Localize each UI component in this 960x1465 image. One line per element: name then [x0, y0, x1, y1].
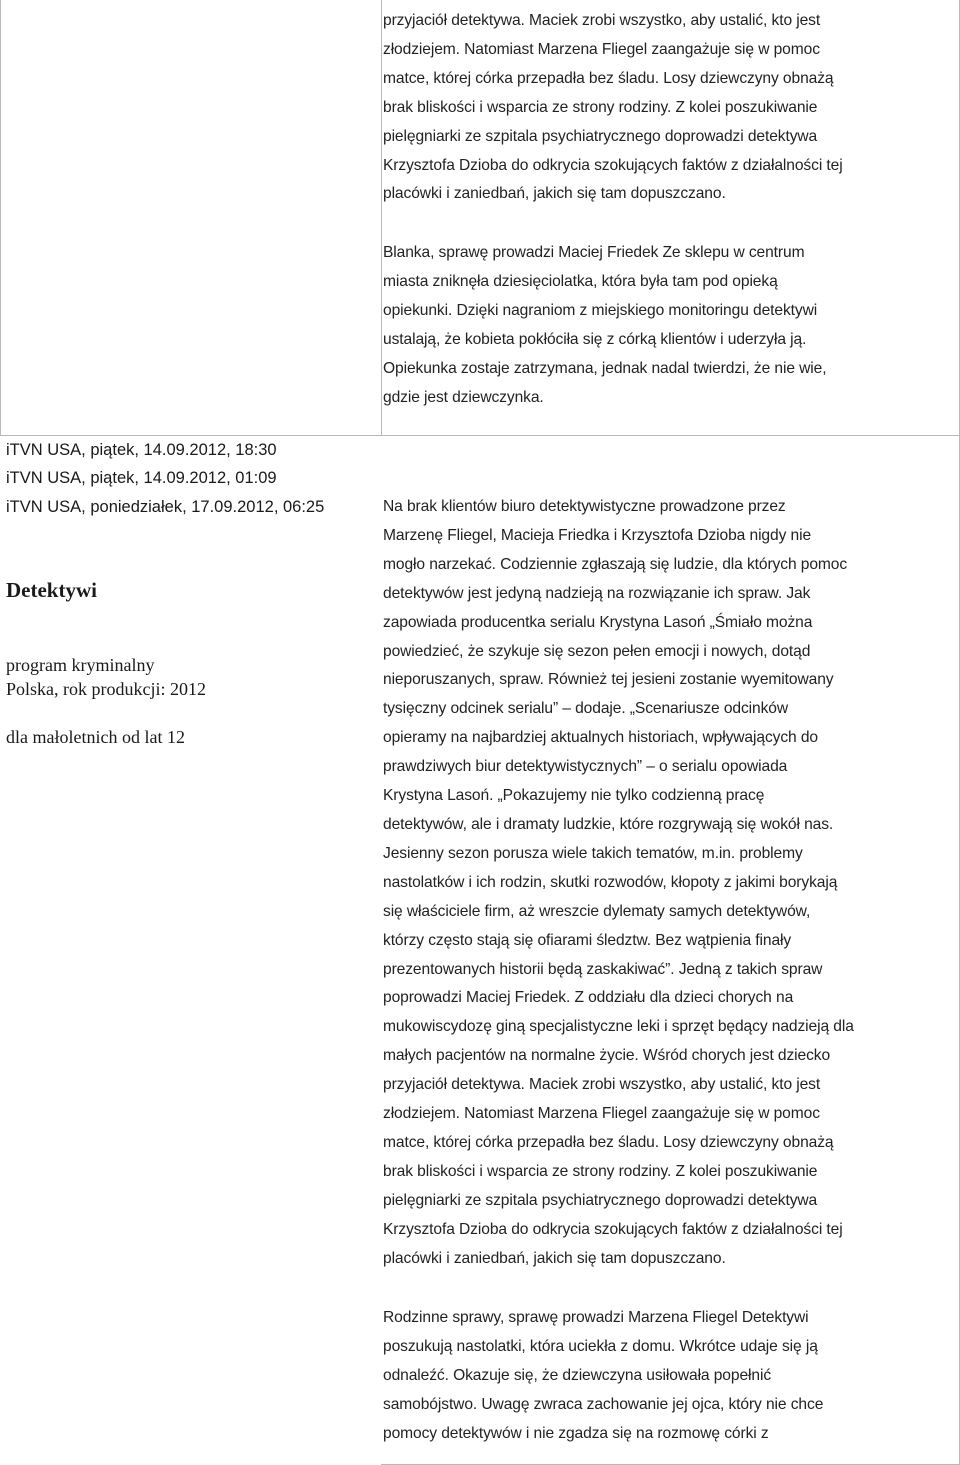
show-production: Polska, rok produkcji: 2012 — [6, 679, 206, 699]
show-title: Detektywi — [6, 578, 97, 602]
show-genre: program kryminalny — [6, 655, 155, 675]
episode-blanka-description: Blanka, sprawę prowadzi Maciej Friedek Ze sklepu w centrum miasta zniknęła dziesięciolatka, która była tam pod opieką opiekunki. Dzięki nagraniom z miejskiego monitoringu detektywi ustalają, że kobieta pokłóciła się z córką klientów i uderzyła ją. Opiekunka zostaje zatrzymana, jednak nadal twierdzi, że nie wie, gdzie jest dziewczynka. — [383, 244, 827, 406]
broadcast-time-2: iTVN USA, piątek, 14.09.2012, 01:09 — [6, 469, 277, 487]
episode-rodzinne-sprawy-description: Rodzinne sprawy, sprawę prowadzi Marzena Fliegel Detektywi poszukują nastolatki, która uciekła z domu. Wkrótce udaje się ją odnaleźć. Okazuje się, że dziewczyna usiłowała popełnić samobójstwo. Uwagę zwraca zachowanie jej ojca, który nie chce pomocy detektywów i nie zgadza się na rozmowę córki z — [383, 1309, 824, 1442]
broadcast-time-1: iTVN USA, piątek, 14.09.2012, 18:30 — [6, 441, 277, 459]
table-cell-top-left — [0, 0, 382, 436]
show-age-rating: dla małoletnich od lat 12 — [6, 727, 185, 747]
broadcast-time-3: iTVN USA, poniedziałek, 17.09.2012, 06:25 — [6, 498, 325, 516]
top-description-continuation: przyjaciół detektywa. Maciek zrobi wszystko, aby ustalić, kto jest złodziejem. Natomiast Marzena Fliegel zaangażuje się w pomoc matce, której córka przepadła bez śladu. Losy dziewczyny obnażą brak bliskości i wsparcia ze strony rodziny. Z kolei poszukiwanie pielęgniarki ze szpitala psychiatrycznego doprowadzi detektywa Krzysztofa Dzioba do odkrycia szokujących faktów z działalności tej placówki i zaniedbań, jakich się tam dopuszczano. — [383, 12, 843, 203]
main-description: Na brak klientów biuro detektywistyczne prowadzone przez Marzenę Fliegel, Macieja Friedka i Krzysztofa Dzioba nigdy nie mogło narzekać. Codziennie zgłaszają się ludzie, dla których pomoc detektywów jest jedyną nadzieją na rozwiązanie ich spraw. Jak zapowiada producentka serialu Krystyna Lasoń „Śmiało można powiedzieć, że szykuje się sezon pełen emocji i nowych, dotąd nieporuszanych, spraw. Również tej jesieni zostanie wyemitowany tysięczny odcinek serialu” – dodaje. „Scenariusze odcinków opieramy na najbardziej aktualnych historiach, wpływających do prawdziwych biur detektywistycznych” – o serialu opowiada Krystyna Lasoń. „Pokazujemy nie tylko codzienną pracę detektywów, ale i dramaty ludzkie, które rozgrywają się wokół nas. Jesienny sezon porusza wiele takich tematów, m.in. problemy nastolatków i ich rodzin, skutki rozwodów, kłopoty z jakimi borykają się właściciele firm, aż wreszcie dylematy samych detektywów, którzy często stają się ofiarami śledztw. Bez wątpienia finały prezentowanych historii będą zaskakiwać”. Jedną z takich spraw poprowadzi Maciej Friedek. Z oddziału dla dzieci chorych na mukowiscydozę giną specjalistyczne leki i sprzęt będący nadzieją dla małych pacjentów na normalne życie. Wśród chorych jest dziecko przyjaciół detektywa. Maciek zrobi wszystko, aby ustalić, kto jest złodziejem. Natomiast Marzena Fliegel zaangażuje się w pomoc matce, której córka przepadła bez śladu. Losy dziewczyny obnażą brak bliskości i wsparcia ze strony rodziny. Z kolei poszukiwanie pielęgniarki ze szpitala psychiatrycznego doprowadzi detektywa Krzysztofa Dzioba do odkrycia szokujących faktów z działalności tej placówki i zaniedbań, jakich się tam dopuszczano. — [383, 498, 854, 1267]
